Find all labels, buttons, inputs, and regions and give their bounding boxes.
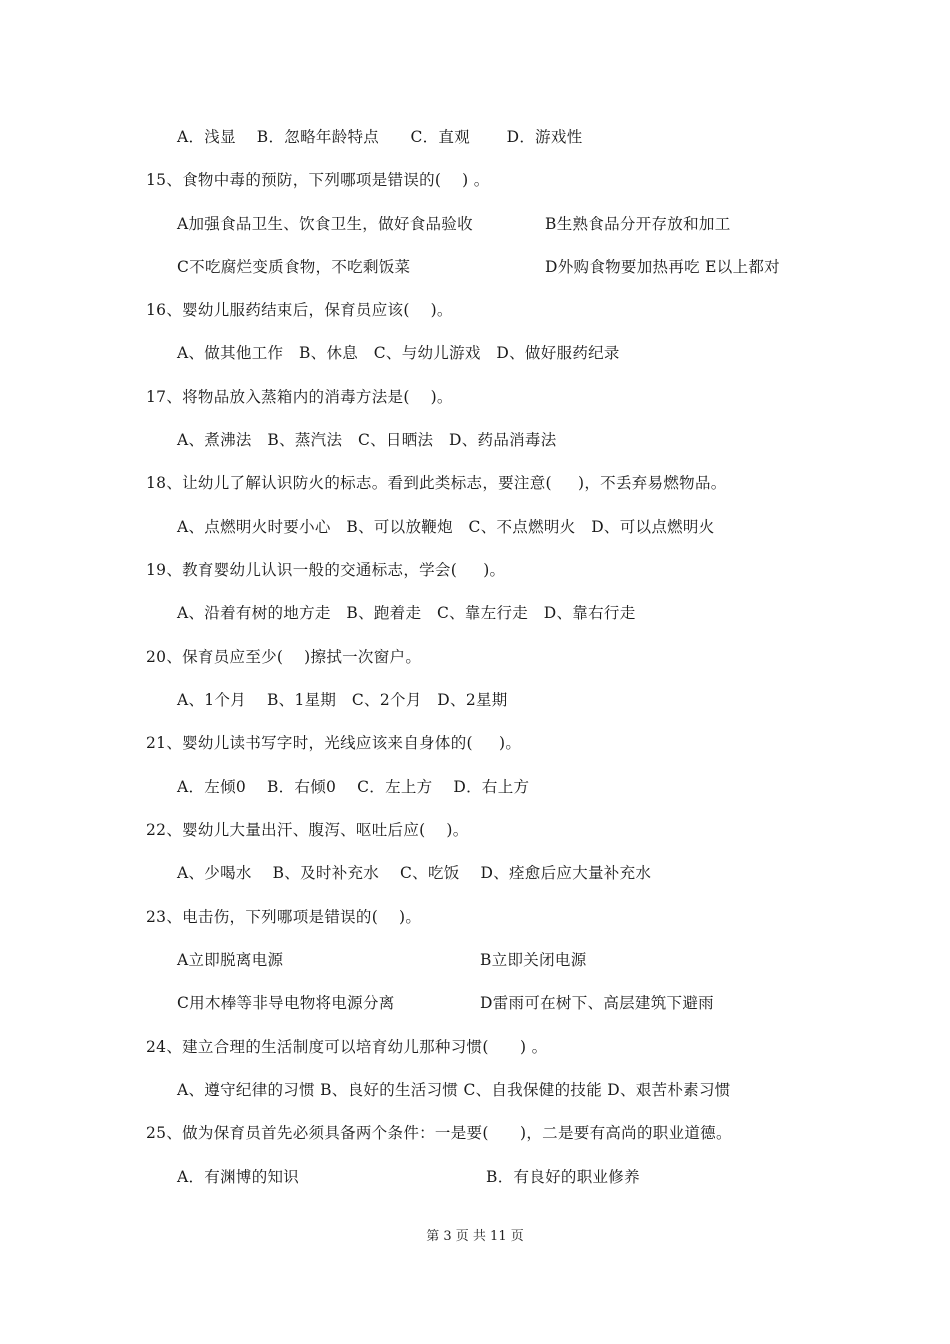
question-24: 24、建立合理的生活制度可以培育幼儿那种习惯( ) 。 [146,1038,548,1056]
option-23-b: B立即关闭电源 [480,951,587,969]
option-23-d: D雷雨可在树下、高层建筑下避雨 [480,994,714,1012]
option-15-d: D外购食物要加热再吃 E以上都对 [545,258,780,276]
question-18: 18、让幼儿了解认识防火的标志。看到此类标志，要注意( )，不丢弃易燃物品。 [146,474,727,492]
page-footer: 第 3 页 共 11 页 [426,1229,524,1244]
option-23-c: C用木棒等非导电物将电源分离 [177,994,395,1012]
option-25-b: B．有良好的职业修养 [486,1168,640,1186]
options-q21: A．左倾0 B．右倾0 C．左上方 D．右上方 [177,778,530,796]
question-25: 25、做为保育员首先必须具备两个条件：一是要( )，二是要有高尚的职业道德。 [146,1124,732,1142]
option-23-a: A立即脱离电源 [177,951,284,969]
options-q14: A．浅显 B．忽略年龄特点 C．直观 D．游戏性 [177,128,583,146]
question-19: 19、教育婴幼儿认识一般的交通标志，学会( )。 [146,561,506,579]
question-21: 21、婴幼儿读书写字时，光线应该来自身体的( )。 [146,734,522,752]
options-q20: A、1个月 B、1星期 C、2个月 D、2星期 [177,691,508,709]
question-15: 15、食物中毒的预防，下列哪项是错误的( ) 。 [146,171,490,189]
question-23: 23、电击伤，下列哪项是错误的( )。 [146,908,422,926]
options-q18: A、点燃明火时要小心 B、可以放鞭炮 C、不点燃明火 D、可以点燃明火 [177,518,715,536]
option-15-a: A加强食品卫生、饮食卫生，做好食品验收 [177,215,473,233]
options-q19: A、沿着有树的地方走 B、跑着走 C、靠左行走 D、靠右行走 [177,604,636,622]
question-17: 17、将物品放入蒸箱内的消毒方法是( )。 [146,388,453,406]
question-22: 22、婴幼儿大量出汗、腹泻、呕吐后应( )。 [146,821,469,839]
options-q16: A、做其他工作 B、休息 C、与幼儿游戏 D、做好服药纪录 [177,344,620,362]
options-q22: A、少喝水 B、及时补充水 C、吃饭 D、痊愈后应大量补充水 [177,864,652,882]
options-q24: A、遵守纪律的习惯 B、良好的生活习惯 C、自我保健的技能 D、艰苦朴素习惯 [177,1081,731,1099]
option-25-a: A．有渊博的知识 [177,1168,300,1186]
option-15-c: C不吃腐烂变质食物，不吃剩饭菜 [177,258,411,276]
options-q17: A、煮沸法 B、蒸汽法 C、日晒法 D、药品消毒法 [177,431,557,449]
option-15-b: B生熟食品分开存放和加工 [545,215,731,233]
question-20: 20、保育员应至少( )擦拭一次窗户。 [146,648,422,666]
question-16: 16、婴幼儿服药结束后，保育员应该( )。 [146,301,453,319]
